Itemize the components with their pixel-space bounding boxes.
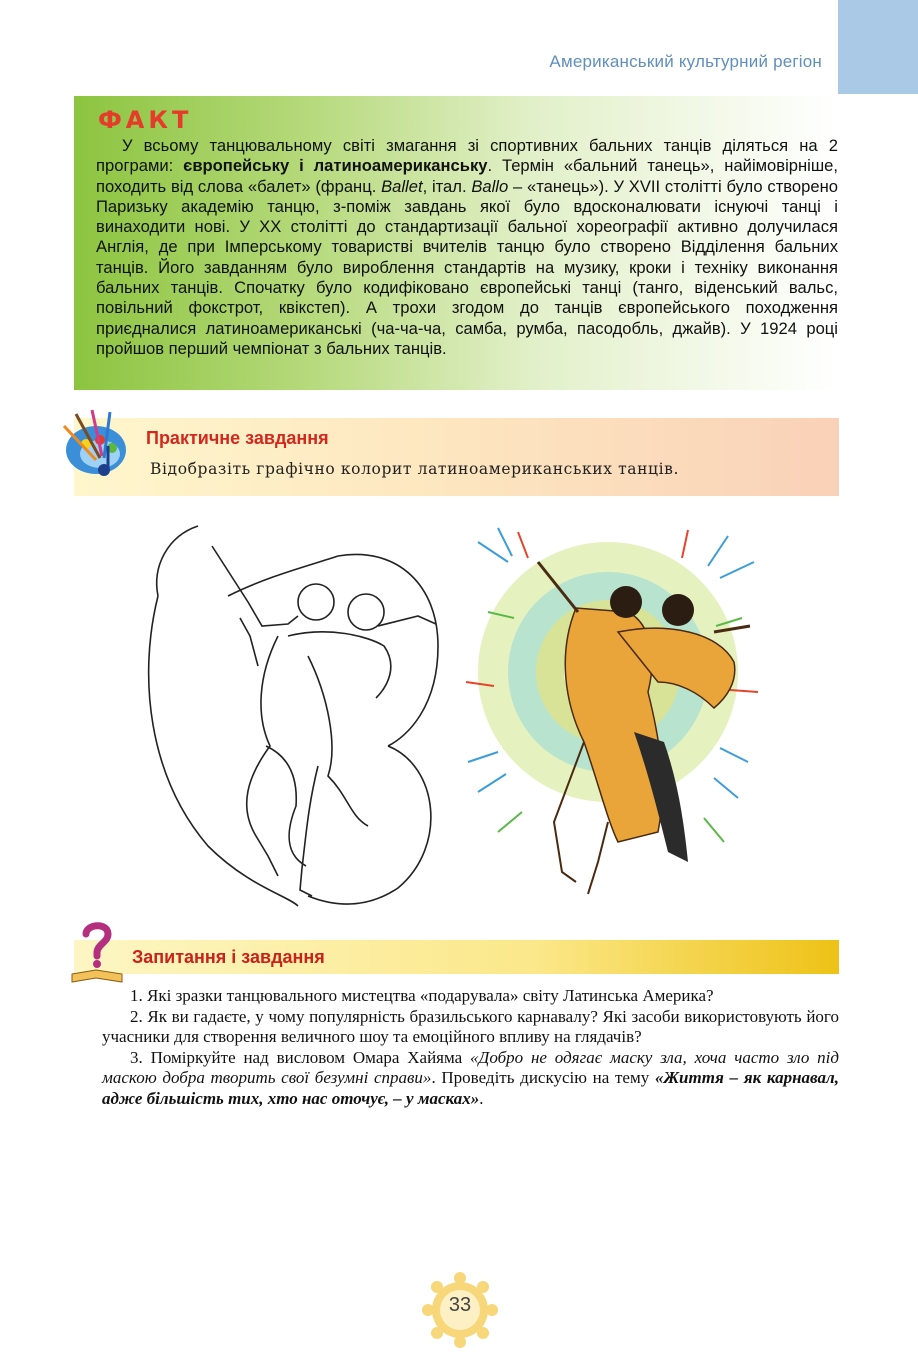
question-book-icon [70, 920, 124, 984]
palette-brushes-icon [56, 404, 136, 484]
practical-task-title: Практичне завдання [146, 428, 329, 448]
question-text-part: . Проведіть дискусію на тему [431, 1068, 655, 1087]
fact-text-part: , італ. [422, 176, 472, 196]
question-quote: «Добро не одягає маску зла, хоча часто зло під маскою добра творить свої безумні справи» [102, 1047, 839, 1087]
practical-task-box [74, 418, 839, 496]
question-item [102, 1048, 839, 1110]
dancers-color-painting [458, 522, 770, 908]
header-tab [838, 0, 918, 94]
fact-text-part: . Термін «бальний танець», найімовірніше, походить від слова «балет» (франц. [96, 156, 838, 196]
fact-text-italic: Ballet [381, 176, 423, 196]
dancers-line-drawing [138, 516, 450, 908]
fact-text-part: У всьому танцювальному світі змагання зі спортивних бальних танців діляться на 2 програми: [96, 136, 838, 176]
running-header: Американський культурний регіон [549, 52, 822, 71]
page-number-badge [420, 1270, 500, 1350]
question-item: 2. Як ви гадаєте, у чому популярність бразильського карнавалу? Які засоби використовують його учасники для створення величного шоу та емоційного впливу на глядачів? [102, 1006, 839, 1046]
page-number: 33 [448, 1294, 472, 1316]
fact-text [96, 136, 838, 359]
question-text-part: 3. Поміркуйте над висловом Омара Хайяма [130, 1047, 471, 1067]
question-theme: «Життя – як карнавал, адже більшість тих, хто нас оточує, – у масках» [102, 1068, 839, 1108]
questions-list [102, 986, 839, 1109]
fact-text-italic: Ballo [471, 176, 509, 196]
fact-box [74, 96, 839, 390]
questions-title: Запитання і завдання [132, 947, 325, 967]
question-item: 1. Які зразки танцювального мистецтва «подарувала» світу Латинська Америка? [130, 986, 714, 1005]
fact-text-bold: європейську і латиноамериканську [183, 156, 488, 176]
practical-task-text: Відобразіть графічно колорит латиноамериканських танців. [150, 460, 680, 478]
question-text-part: . [479, 1088, 484, 1108]
fact-text-part: – «танець»). У XVII столітті було створено Паризьку академію танцю, з-поміж завдань якої було вдосконалювати існуючі танці і винаходити нові. У XX столітті до стандартизації бальної хореографії активно долучилася Англія, де при Імперському товаристві вчителів танцю було створено Відділення бальних танців. Його завданням було вироблення стандартів на музику, кроки і техніку виконання бальних танців. Спочатку було кодифіковано європейські танці (танго, віденський вальс, повільний фокстрот, квікстеп). А трохи згодом до танців європейського походження приєдналися латиноамериканські (ча-ча-ча, самба, румба, пасодобль, джайв). У 1924 році пройшов перший чемпіонат з бальних танців. [96, 176, 838, 358]
fact-title: ФАКТ [98, 106, 193, 134]
questions-bar [74, 940, 839, 974]
